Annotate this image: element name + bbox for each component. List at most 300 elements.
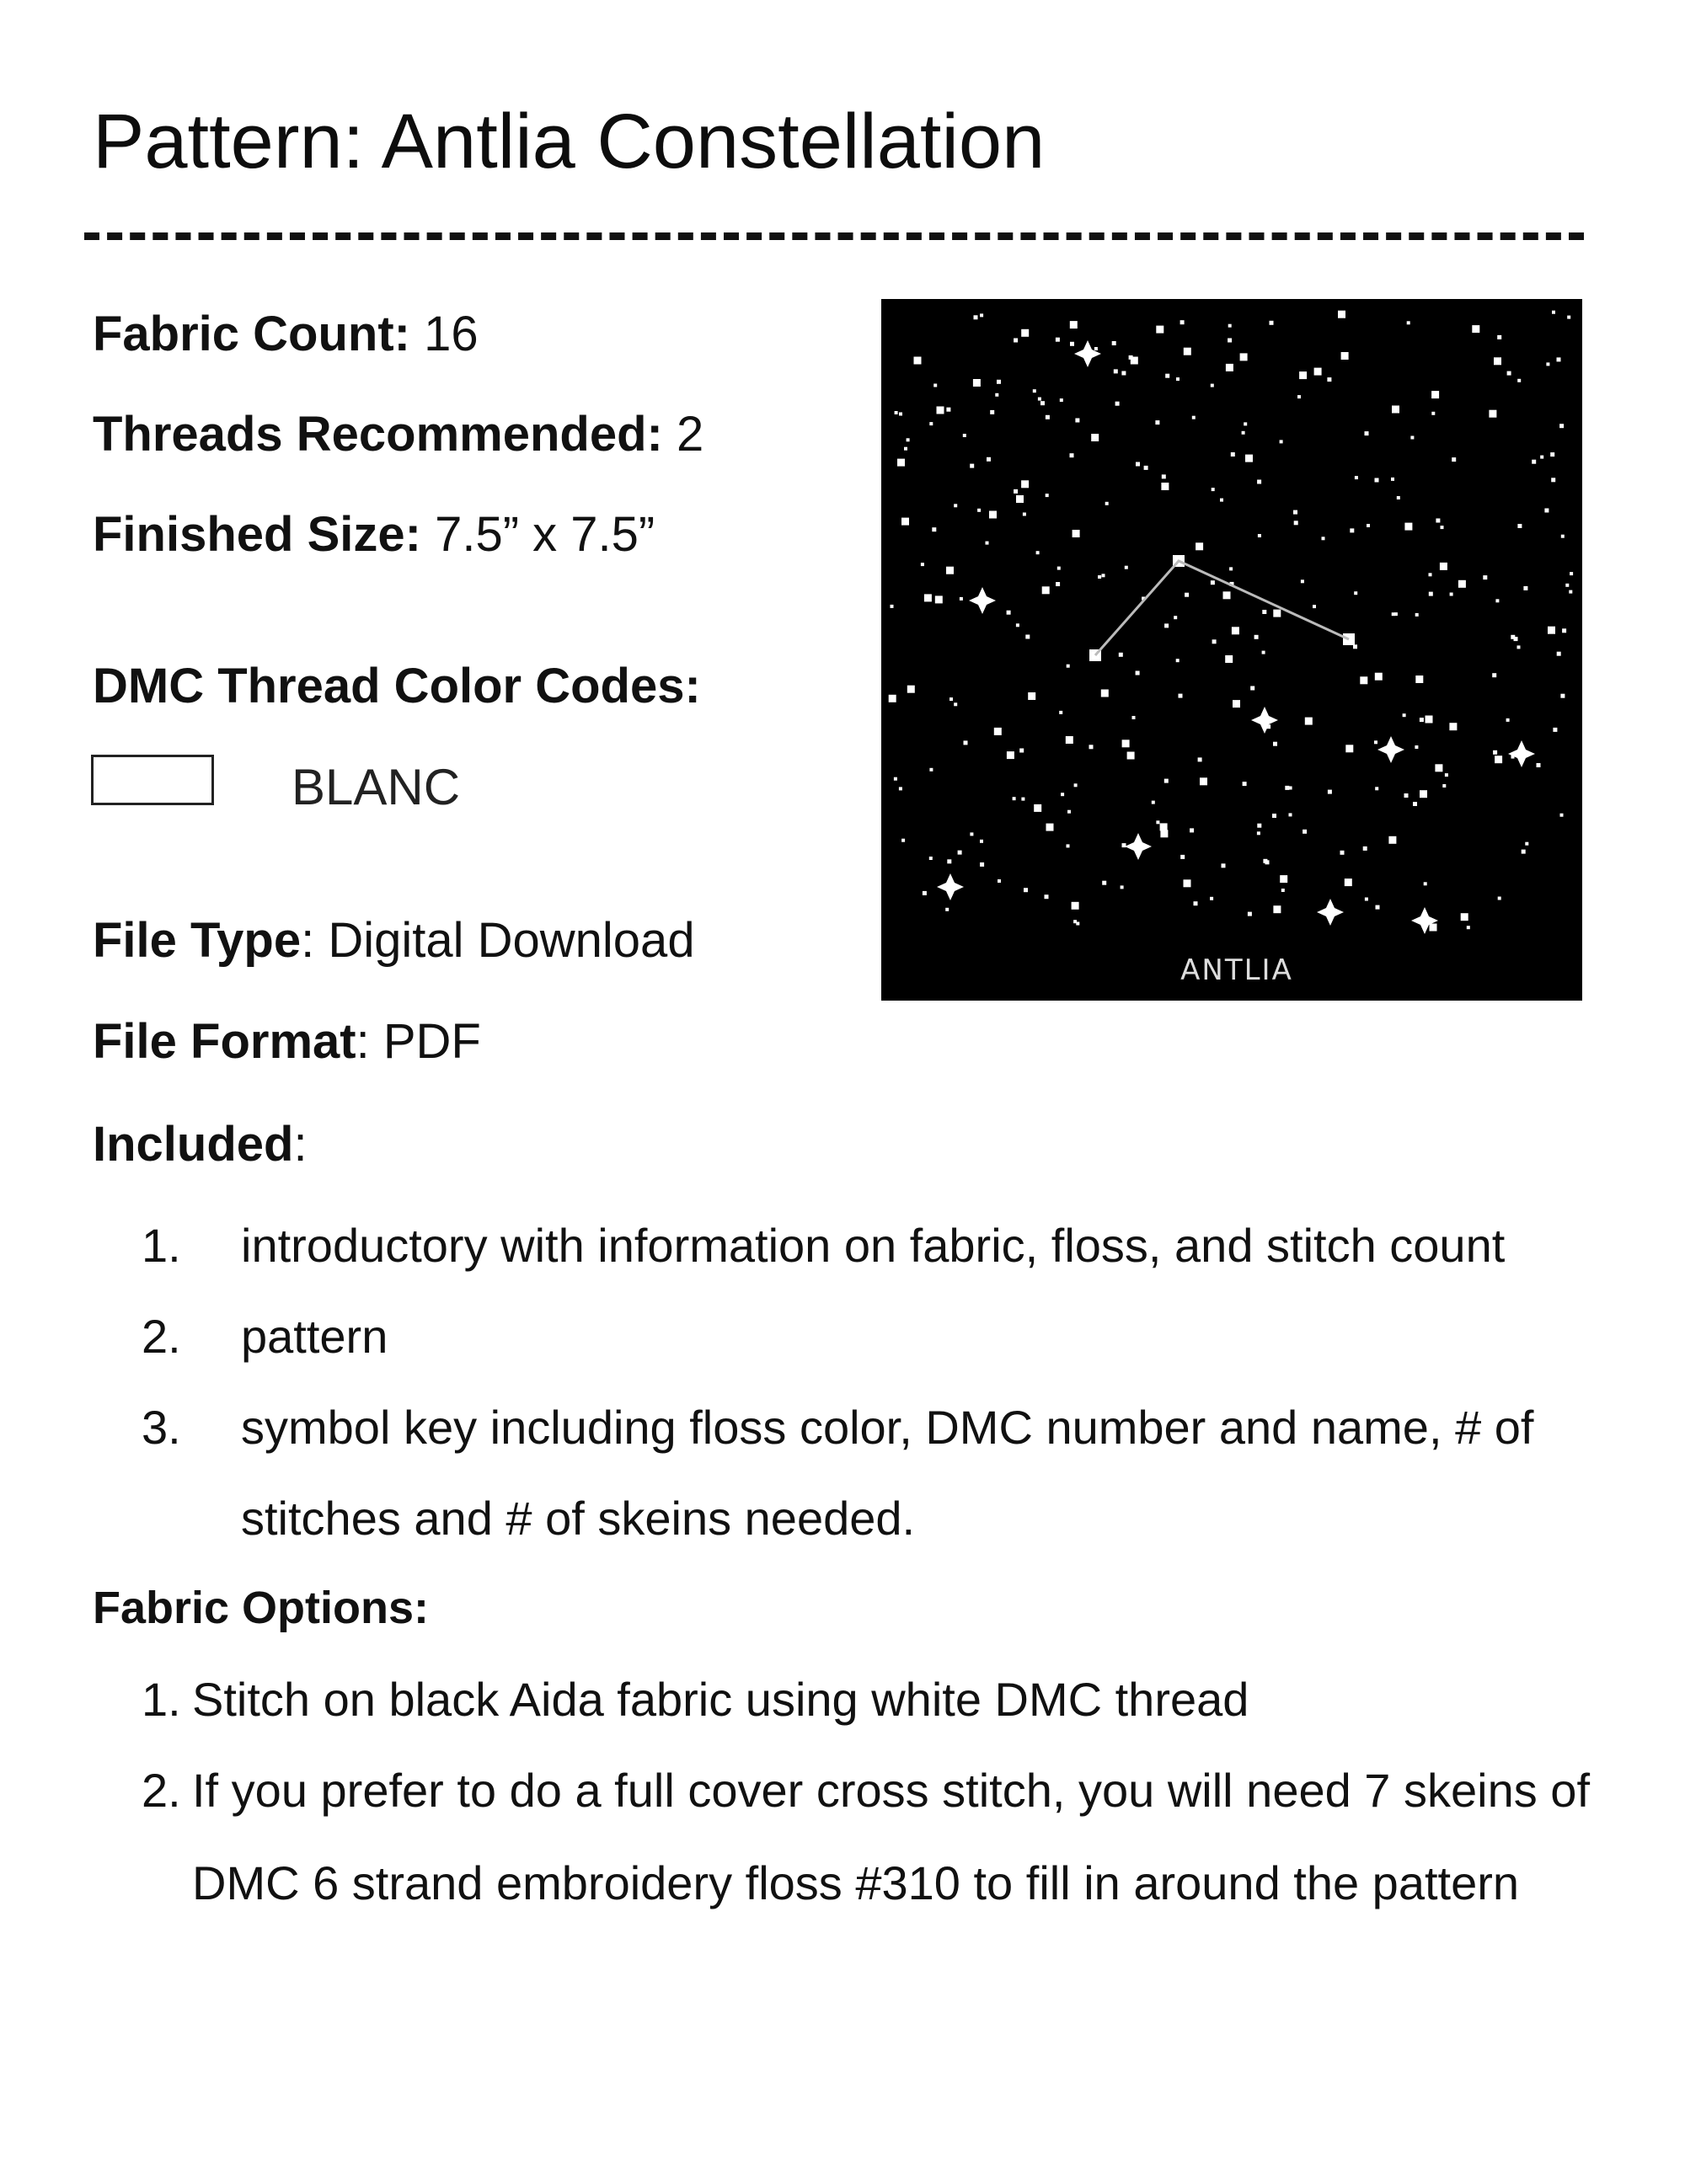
star xyxy=(1089,745,1094,749)
star xyxy=(1313,605,1316,608)
star xyxy=(1445,773,1448,777)
star xyxy=(973,379,981,387)
preview-label: ANTLIA xyxy=(1180,953,1293,987)
star xyxy=(904,447,907,451)
star xyxy=(1072,902,1079,910)
star xyxy=(1355,476,1358,479)
star xyxy=(1152,801,1155,804)
star xyxy=(1024,888,1028,892)
star xyxy=(1424,882,1427,885)
preview-background xyxy=(881,299,1582,1001)
star xyxy=(1376,905,1380,910)
star xyxy=(1232,627,1239,634)
star xyxy=(1449,723,1457,730)
star xyxy=(1229,567,1233,570)
star xyxy=(1074,783,1078,787)
star xyxy=(897,459,905,467)
star xyxy=(947,859,951,863)
star xyxy=(1273,610,1281,617)
file-type-value: Digital Download xyxy=(328,913,695,968)
star xyxy=(907,438,910,441)
star xyxy=(1410,436,1414,440)
star xyxy=(1210,897,1213,900)
star xyxy=(1498,897,1501,900)
star xyxy=(1430,924,1437,932)
star xyxy=(1036,551,1040,554)
star xyxy=(1105,502,1109,505)
star xyxy=(935,595,943,603)
star xyxy=(1180,855,1185,859)
star xyxy=(1033,389,1036,392)
star xyxy=(1179,694,1183,698)
star xyxy=(1243,782,1247,786)
star xyxy=(1132,716,1136,719)
star xyxy=(1327,377,1331,382)
fabric-option-number: 1. xyxy=(142,1673,181,1726)
star xyxy=(1285,786,1289,790)
star xyxy=(1056,582,1060,586)
star xyxy=(954,702,957,706)
star xyxy=(1565,584,1569,587)
star xyxy=(1257,831,1260,835)
star xyxy=(923,891,927,895)
star xyxy=(1338,311,1345,318)
star xyxy=(1014,339,1018,343)
star xyxy=(1404,793,1409,798)
star xyxy=(1021,798,1024,801)
star xyxy=(1127,752,1135,760)
star xyxy=(1540,456,1543,459)
star xyxy=(924,594,932,601)
star xyxy=(1060,398,1063,402)
star xyxy=(1242,431,1245,435)
fabric-option-number: 2. xyxy=(142,1764,181,1817)
star xyxy=(1450,593,1453,596)
star xyxy=(1523,586,1527,590)
star xyxy=(1156,820,1159,824)
star xyxy=(1061,793,1064,796)
star xyxy=(1155,420,1159,425)
fabric-option: Stitch on black Aida fabric using white DMC thread xyxy=(192,1673,1249,1726)
star xyxy=(1176,377,1180,381)
file-format-value: PDF xyxy=(382,1014,481,1069)
thread-colors-heading: DMC Thread Color Codes: xyxy=(93,659,701,713)
star xyxy=(937,407,944,414)
star xyxy=(1557,357,1561,361)
star xyxy=(1426,716,1433,724)
star xyxy=(1021,329,1029,337)
star xyxy=(1156,326,1163,334)
star xyxy=(1280,440,1283,443)
star xyxy=(1023,513,1026,516)
star xyxy=(1403,713,1406,717)
star xyxy=(894,777,897,781)
star xyxy=(1231,452,1235,457)
star xyxy=(889,695,896,702)
star xyxy=(933,384,937,387)
star xyxy=(1353,644,1357,649)
star xyxy=(1375,478,1379,483)
star xyxy=(980,862,984,867)
color-swatch xyxy=(91,755,214,805)
fabric-count-label: Fabric Count: xyxy=(93,307,410,361)
star xyxy=(994,728,1002,735)
star xyxy=(1442,784,1446,788)
dashed-divider xyxy=(84,232,1584,240)
star xyxy=(1429,592,1433,596)
star xyxy=(1560,694,1565,698)
star xyxy=(1495,756,1502,763)
star xyxy=(1028,692,1035,700)
star xyxy=(1415,613,1419,617)
star xyxy=(1122,843,1126,847)
star xyxy=(1461,913,1468,921)
constellation-preview xyxy=(881,299,1582,1001)
star xyxy=(1388,836,1396,844)
star xyxy=(1440,563,1447,570)
star xyxy=(1115,402,1120,406)
star xyxy=(1098,575,1101,579)
star xyxy=(1497,335,1501,339)
star xyxy=(1273,742,1277,746)
star xyxy=(1184,879,1191,887)
star xyxy=(1363,846,1367,851)
star xyxy=(1375,673,1383,681)
star xyxy=(1073,530,1080,537)
star xyxy=(929,422,933,425)
star xyxy=(1161,483,1169,490)
star xyxy=(1257,824,1261,828)
star xyxy=(1164,623,1169,627)
star xyxy=(1429,573,1432,576)
star xyxy=(1314,368,1322,376)
star xyxy=(1164,779,1169,783)
star xyxy=(1220,499,1223,502)
star xyxy=(1391,478,1394,481)
star xyxy=(1345,878,1352,886)
star xyxy=(995,393,998,397)
star xyxy=(1094,347,1098,350)
star xyxy=(1185,593,1189,597)
star xyxy=(949,697,953,701)
star xyxy=(1567,316,1570,319)
star xyxy=(1404,523,1412,531)
star xyxy=(1489,410,1496,418)
star xyxy=(901,839,905,842)
star xyxy=(1101,690,1109,697)
included-item-continuation: stitches and # of skeins needed. xyxy=(241,1492,916,1545)
star xyxy=(1196,542,1203,550)
star xyxy=(987,457,991,462)
star xyxy=(946,567,954,574)
star xyxy=(1493,750,1497,755)
star xyxy=(1407,321,1410,324)
star xyxy=(990,410,994,414)
star xyxy=(1413,802,1417,806)
star xyxy=(1119,653,1123,657)
star xyxy=(1121,371,1126,376)
star xyxy=(1014,489,1018,494)
star xyxy=(1136,671,1140,675)
star xyxy=(1162,474,1166,478)
star xyxy=(1075,419,1079,423)
finished-size-value: 7.5” x 7.5” xyxy=(435,507,655,562)
star xyxy=(1397,496,1400,499)
star xyxy=(1228,324,1232,328)
star xyxy=(1420,718,1424,722)
star xyxy=(1559,424,1564,428)
star xyxy=(1016,623,1019,627)
star xyxy=(1125,566,1128,569)
star xyxy=(1392,406,1399,414)
star xyxy=(1248,912,1252,916)
star xyxy=(1375,787,1378,790)
star xyxy=(1066,736,1073,744)
star xyxy=(1305,718,1313,725)
star xyxy=(1562,628,1566,633)
star xyxy=(1046,494,1049,497)
threads-row xyxy=(93,408,703,462)
included-item: introductory with information on fabric, floss, and stitch count xyxy=(241,1219,1506,1272)
star xyxy=(1160,830,1168,837)
fabric-count-value: 16 xyxy=(424,307,479,361)
star xyxy=(1254,635,1259,639)
star xyxy=(901,518,909,526)
star xyxy=(1016,495,1024,503)
star xyxy=(1046,415,1050,419)
star xyxy=(907,686,915,693)
star xyxy=(1190,828,1194,832)
star xyxy=(899,413,902,416)
star xyxy=(1067,665,1070,668)
included-item-number: 1. xyxy=(142,1219,181,1272)
included-item-number: 2. xyxy=(142,1310,181,1363)
star xyxy=(1038,398,1041,401)
star xyxy=(1245,455,1253,462)
star xyxy=(1200,777,1207,785)
star xyxy=(1289,813,1292,816)
star xyxy=(1091,434,1099,441)
star xyxy=(954,504,957,507)
star xyxy=(891,605,894,608)
star xyxy=(1160,823,1168,830)
fabric-count-row xyxy=(93,307,479,361)
star xyxy=(980,313,983,317)
star xyxy=(1550,452,1554,457)
star xyxy=(1198,757,1202,761)
star xyxy=(1226,364,1233,371)
fabric-option: If you prefer to do a full cover cross stitch, you will need 7 skeins of xyxy=(192,1764,1590,1817)
threads-value: 2 xyxy=(676,407,704,462)
star xyxy=(1225,655,1233,663)
star xyxy=(1180,320,1185,324)
fabric-option-continuation: DMC 6 strand embroidery floss #310 to fill in around the pattern xyxy=(192,1856,1520,1909)
star xyxy=(1174,616,1177,619)
star xyxy=(997,380,1001,384)
star xyxy=(1472,325,1479,333)
star xyxy=(1517,524,1522,528)
star xyxy=(1507,371,1511,376)
star xyxy=(1544,509,1549,513)
star xyxy=(1294,521,1298,525)
included-item: pattern xyxy=(241,1310,388,1363)
star xyxy=(1222,863,1226,868)
star xyxy=(929,768,933,772)
star xyxy=(1070,342,1074,346)
star xyxy=(1458,580,1466,588)
star xyxy=(929,857,933,860)
star xyxy=(1350,528,1354,532)
star xyxy=(1040,401,1045,405)
star xyxy=(1102,881,1106,885)
star xyxy=(1019,749,1024,753)
star xyxy=(1467,926,1470,929)
star xyxy=(1546,362,1549,366)
star xyxy=(1561,535,1565,538)
star xyxy=(1569,590,1572,594)
star xyxy=(1452,457,1456,462)
included-item: symbol key including floss color, DMC number and name, # of xyxy=(241,1401,1534,1454)
star xyxy=(989,511,997,519)
star xyxy=(1415,745,1418,749)
star xyxy=(1552,311,1555,314)
star xyxy=(1435,764,1442,772)
star xyxy=(932,527,936,531)
star xyxy=(1042,586,1050,594)
star xyxy=(1365,898,1368,901)
star xyxy=(1067,844,1070,847)
star xyxy=(1192,416,1196,419)
color-name: BLANC xyxy=(292,759,461,815)
star xyxy=(1165,374,1169,378)
star xyxy=(1420,790,1427,798)
file-type-label: File Type xyxy=(93,913,302,968)
star xyxy=(1176,659,1180,662)
star xyxy=(980,840,983,843)
star xyxy=(998,879,1001,883)
star xyxy=(1280,875,1287,883)
star xyxy=(977,509,981,512)
star xyxy=(1228,339,1232,343)
star xyxy=(1492,673,1496,677)
star xyxy=(1056,338,1060,342)
star xyxy=(1560,814,1564,817)
star xyxy=(1070,321,1078,328)
star xyxy=(1144,466,1148,470)
star xyxy=(1494,357,1501,365)
star xyxy=(1258,534,1261,537)
star xyxy=(1297,395,1301,398)
file-format-label: File Format xyxy=(93,1014,356,1069)
star xyxy=(1441,526,1444,529)
star xyxy=(1551,478,1555,482)
star xyxy=(1570,572,1573,575)
star xyxy=(1514,637,1518,641)
star xyxy=(1212,639,1217,643)
star xyxy=(1557,652,1561,656)
star xyxy=(963,434,966,437)
star xyxy=(1537,763,1541,767)
star xyxy=(1301,579,1304,583)
finished-size-label: Finished Size: xyxy=(93,507,421,562)
star xyxy=(1495,599,1499,602)
fabric-options-heading: Fabric Options: xyxy=(93,1583,430,1633)
star xyxy=(1415,675,1423,683)
star xyxy=(1121,885,1124,889)
star xyxy=(1223,591,1231,599)
star xyxy=(960,597,963,601)
star xyxy=(1281,889,1285,892)
star xyxy=(1057,567,1061,570)
star xyxy=(986,542,989,545)
star xyxy=(1136,462,1140,467)
star xyxy=(1250,686,1254,691)
included-item-number: 3. xyxy=(142,1401,181,1454)
star xyxy=(945,908,949,911)
included-heading: Included: xyxy=(93,1117,308,1172)
star xyxy=(1013,797,1016,800)
star xyxy=(1114,369,1118,373)
star xyxy=(1431,391,1439,398)
star xyxy=(970,464,974,468)
file-format-row: File Format: PDF xyxy=(93,1014,481,1069)
finished-size-row xyxy=(93,508,655,562)
star xyxy=(1257,480,1261,484)
star xyxy=(1303,830,1307,834)
star xyxy=(1046,824,1054,831)
star xyxy=(1131,357,1138,365)
star xyxy=(1517,379,1521,382)
star xyxy=(1272,814,1276,818)
star xyxy=(970,832,973,836)
star xyxy=(1345,745,1353,752)
star xyxy=(1360,676,1367,684)
star xyxy=(1525,842,1528,846)
star xyxy=(899,787,902,790)
star xyxy=(1244,422,1247,425)
star xyxy=(964,740,968,745)
star xyxy=(1293,510,1297,515)
star xyxy=(1431,412,1435,415)
star xyxy=(1059,711,1062,714)
star xyxy=(1340,851,1345,855)
star xyxy=(1506,718,1510,722)
star xyxy=(1025,635,1030,639)
star xyxy=(1553,728,1557,732)
star xyxy=(1102,574,1105,577)
star xyxy=(1194,901,1198,905)
star xyxy=(914,357,922,365)
star xyxy=(1263,859,1267,863)
star xyxy=(1034,804,1041,812)
star xyxy=(1211,384,1214,387)
star xyxy=(1211,580,1215,585)
file-type-row: File Type: Digital Download xyxy=(93,913,695,968)
star xyxy=(1240,353,1248,360)
star xyxy=(1007,611,1011,615)
star xyxy=(1328,790,1332,794)
star xyxy=(1262,651,1265,654)
star xyxy=(1122,740,1130,747)
star xyxy=(1233,700,1240,708)
star xyxy=(1365,431,1369,435)
star xyxy=(1394,612,1398,616)
star xyxy=(1374,740,1377,744)
threads-label: Threads Recommended: xyxy=(93,407,663,462)
star xyxy=(1112,341,1116,345)
star xyxy=(1354,591,1357,595)
star xyxy=(1548,627,1555,634)
